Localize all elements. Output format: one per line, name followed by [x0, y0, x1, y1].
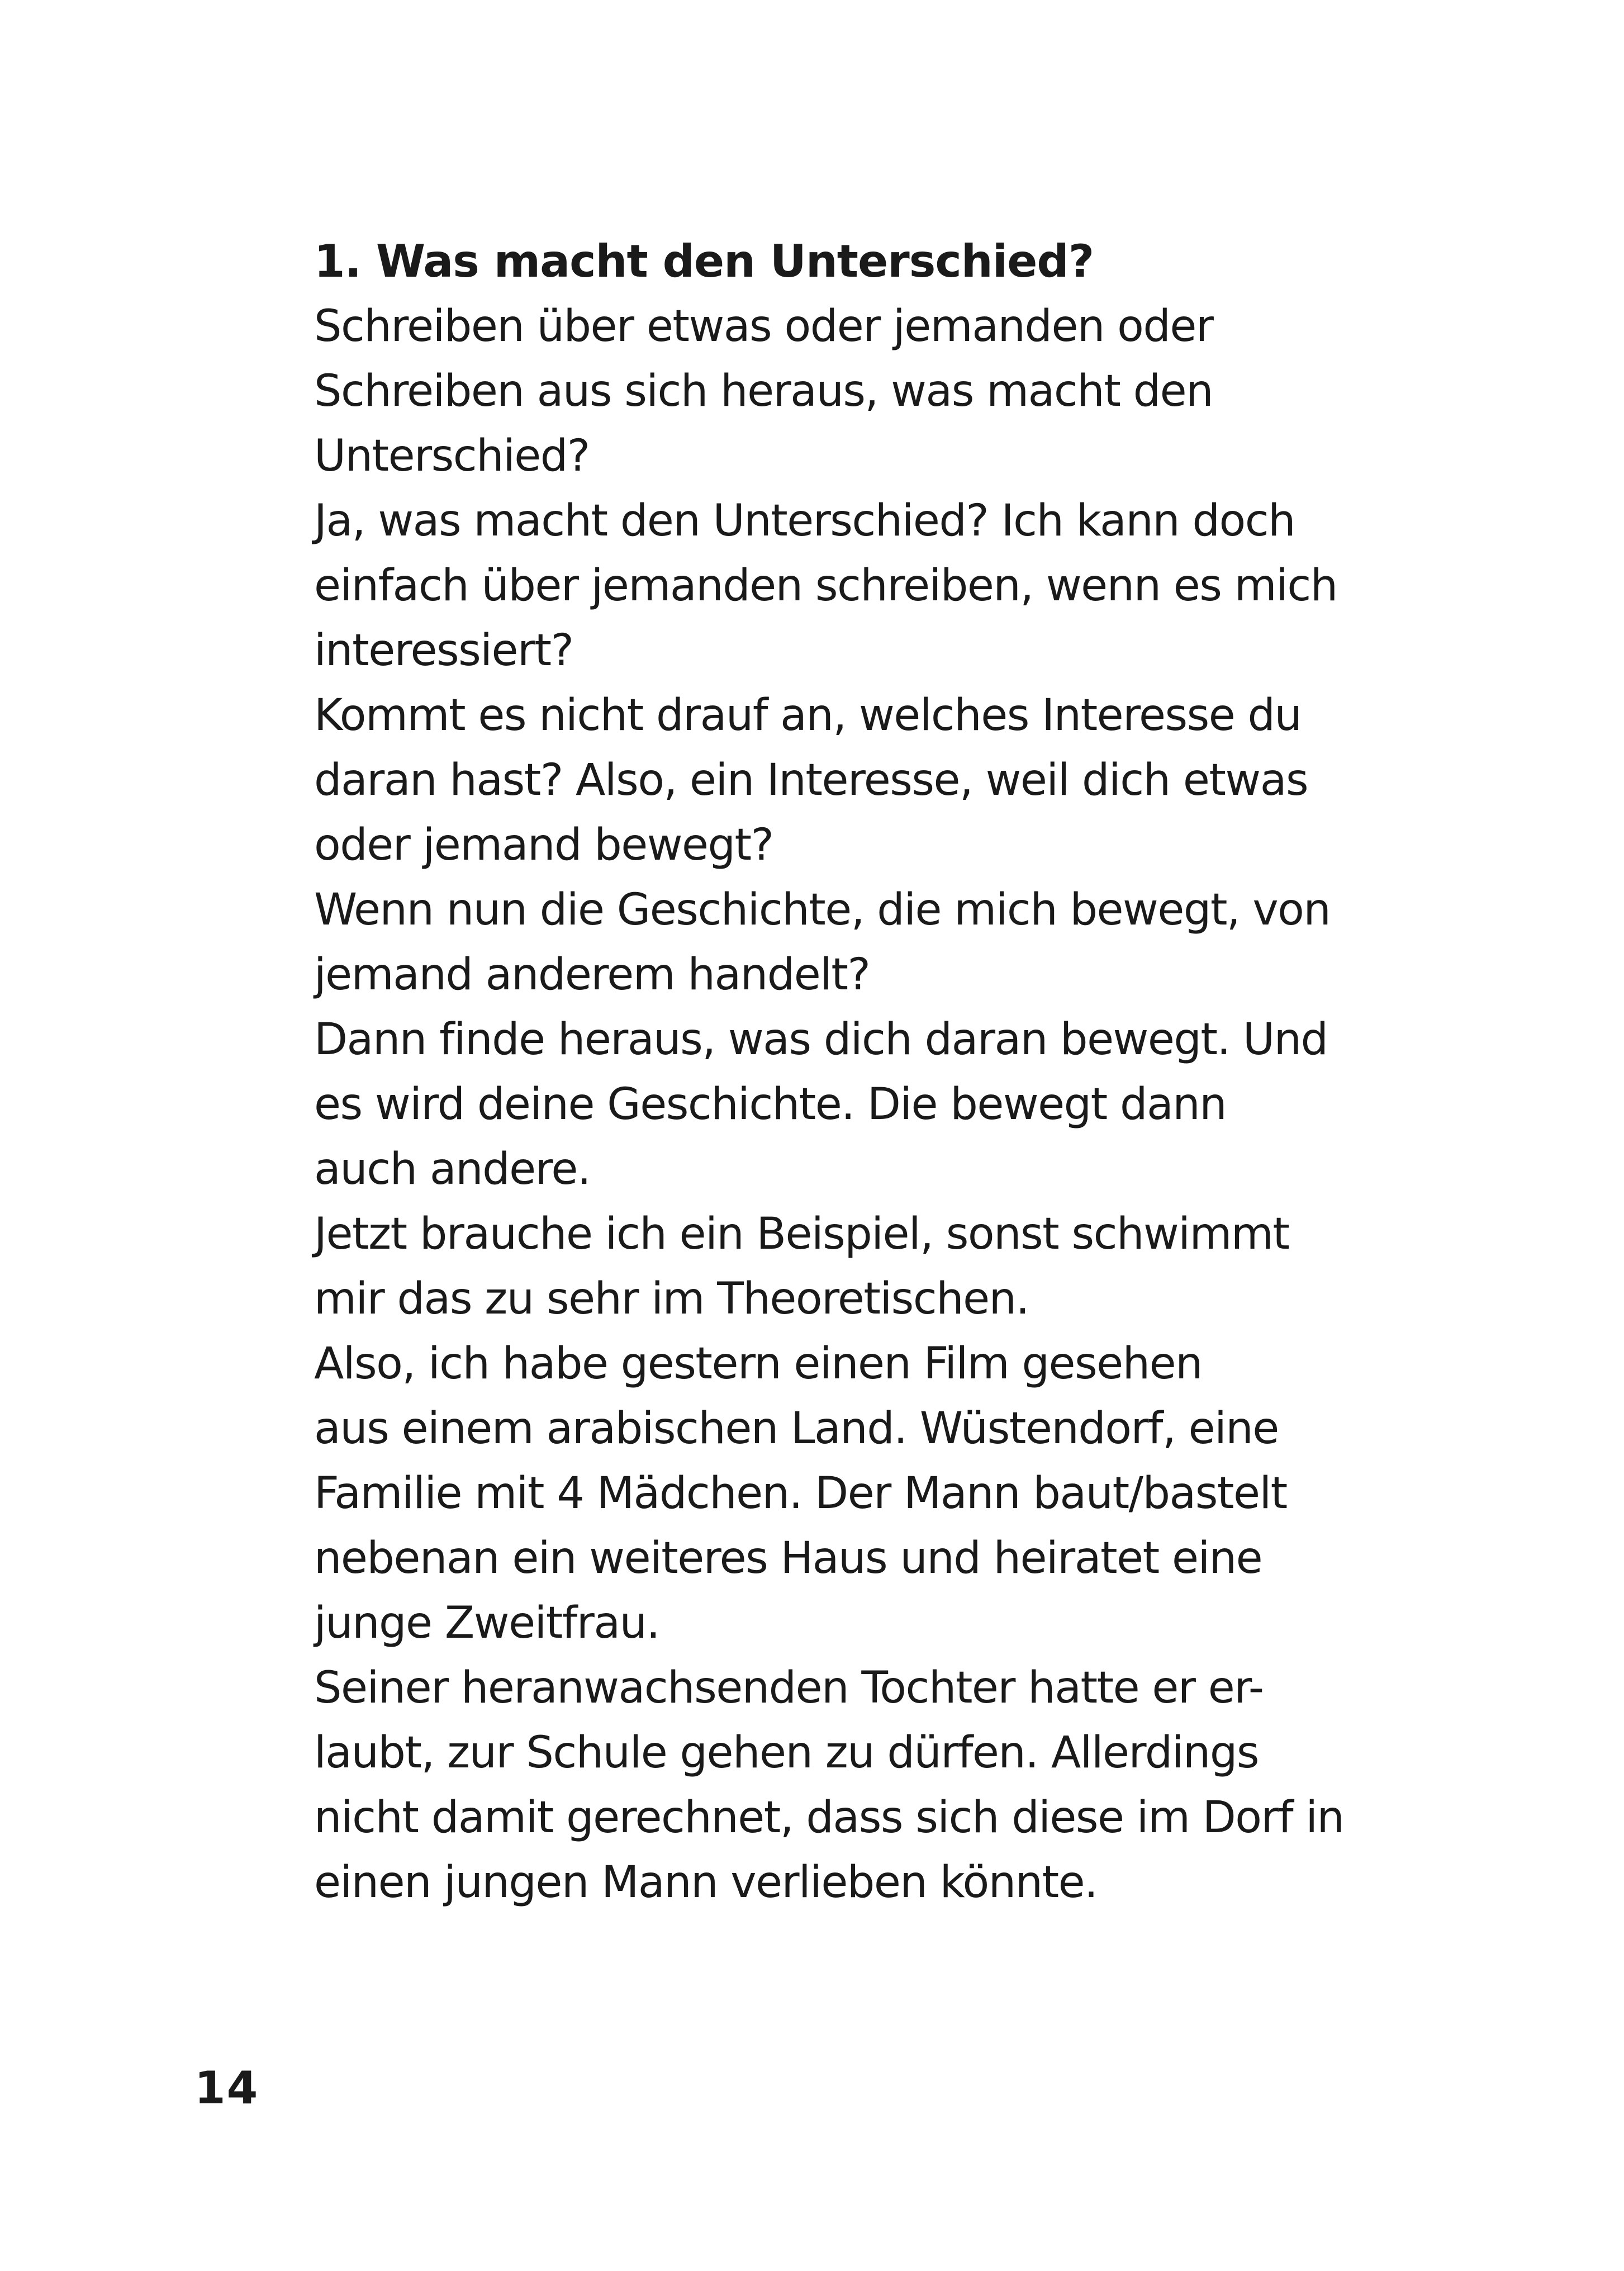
- text-block: [314, 229, 1432, 1915]
- text-line: interessiert?: [314, 625, 573, 676]
- text-line: daran hast? Also, ein Interesse, weil dich etwas: [314, 755, 1308, 805]
- text-line: Schreiben über etwas oder jemanden oder: [314, 301, 1213, 352]
- text-line: Kommt es nicht drauf an, welches Interesse du: [314, 690, 1302, 741]
- text-line: Familie mit 4 Mädchen. Der Mann baut/bastelt: [314, 1468, 1287, 1519]
- page-number: 14: [194, 2062, 259, 2114]
- text-line: laubt, zur Schule gehen zu dürfen. Allerdings: [314, 1728, 1259, 1778]
- text-line: es wird deine Geschichte. Die bewegt dann: [314, 1079, 1227, 1130]
- text-line: Wenn nun die Geschichte, die mich bewegt, von: [314, 885, 1331, 935]
- text-line: Schreiben aus sich heraus, was macht den: [314, 366, 1213, 416]
- text-line: mir das zu sehr im Theoretischen.: [314, 1274, 1029, 1324]
- text-line: jemand anderem handelt?: [314, 950, 870, 1000]
- text-line: junge Zweitfrau.: [314, 1598, 659, 1648]
- text-line: aus einem arabischen Land. Wüstendorf, eine: [314, 1404, 1279, 1454]
- text-line: auch andere.: [314, 1144, 591, 1194]
- text-line: Also, ich habe gestern einen Film gesehen: [314, 1339, 1203, 1389]
- text-line: Dann finde heraus, was dich daran bewegt. Und: [314, 1014, 1328, 1065]
- text-line: Ja, was macht den Unterschied? Ich kann doch: [314, 496, 1295, 546]
- section-heading: 1. Was macht den Unterschied?: [314, 235, 1094, 287]
- text-line: einfach über jemanden schreiben, wenn es mich: [314, 561, 1337, 611]
- text-line: einen jungen Mann verlieben könnte.: [314, 1857, 1098, 1908]
- text-line: Seiner heranwachsenden Tochter hatte er er-: [314, 1663, 1264, 1713]
- text-line: oder jemand bewegt?: [314, 820, 773, 870]
- text-line: Jetzt brauche ich ein Beispiel, sonst schwimmt: [314, 1209, 1289, 1259]
- text-line: nicht damit gerechnet, dass sich diese im Dorf in: [314, 1793, 1344, 1843]
- text-line: Unterschied?: [314, 431, 590, 481]
- text-line: nebenan ein weiteres Haus und heiratet eine: [314, 1533, 1262, 1583]
